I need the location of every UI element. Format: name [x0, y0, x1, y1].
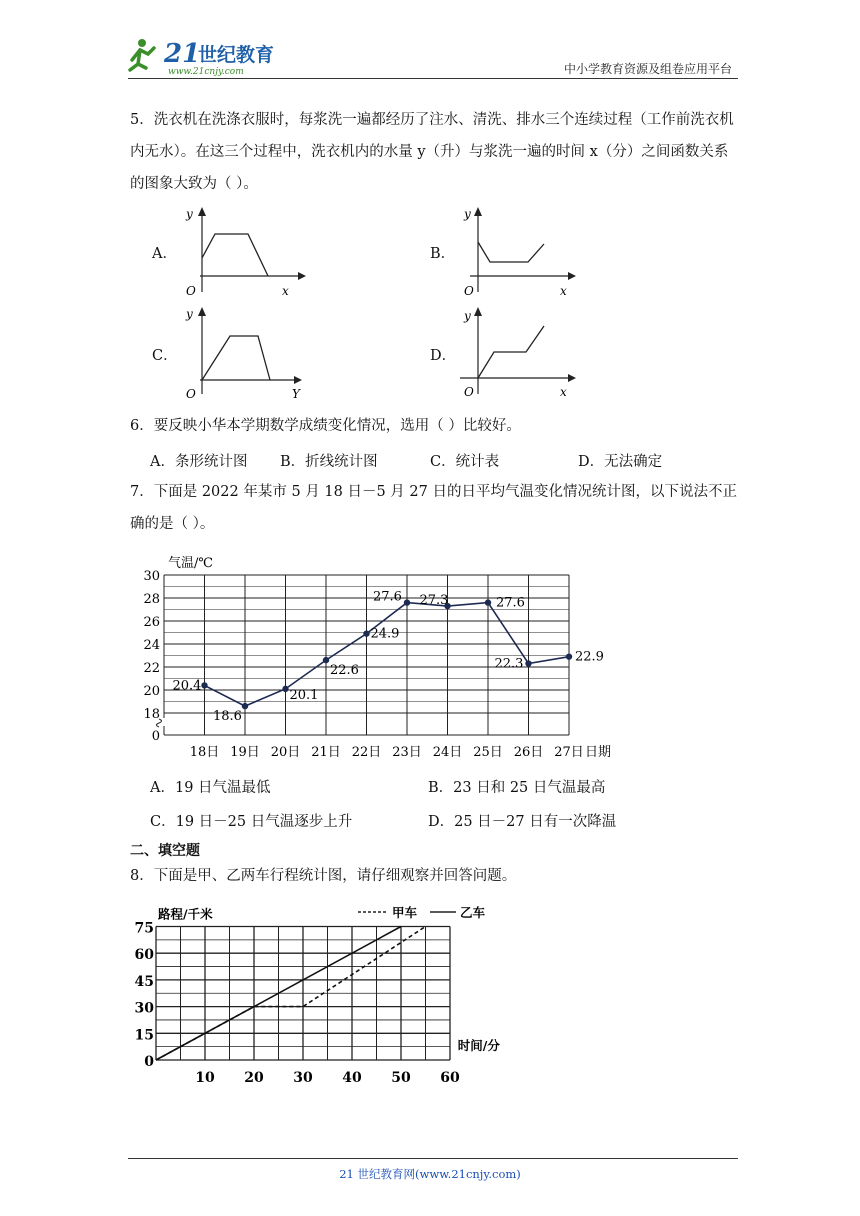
section-title: 二、填空题 [130, 843, 200, 859]
y-tick-label: 15 [134, 1027, 154, 1044]
data-label: 20.1 [289, 687, 319, 703]
svg-text:x: x [282, 284, 289, 298]
y-tick-label: 30 [143, 569, 160, 584]
x-tick-label: 50 [391, 1070, 411, 1086]
y-axis-label: 气温/℃ [168, 556, 213, 571]
y-tick-label: 0 [151, 729, 160, 744]
q7-option-d: D．25 日－27 日有一次降温 [428, 814, 617, 830]
q6-option-a: A．条形统计图 [150, 454, 248, 470]
svg-text:Y: Y [292, 387, 300, 400]
x-tick-label: 26日 [513, 745, 544, 760]
brand-number: 21 [164, 39, 201, 69]
x-tick-label: 23日 [392, 745, 422, 760]
x-tick-label: 22日 [351, 745, 382, 760]
brand-text: 世纪教育 [198, 44, 275, 66]
data-point [485, 599, 491, 605]
y-tick-label: 45 [134, 973, 154, 990]
q7-option-b: B．23 日和 25 日气温最高 [428, 780, 606, 796]
q6-option-d: D．无法确定 [578, 454, 663, 470]
brand-logo [128, 34, 288, 78]
data-label: 22.9 [575, 649, 604, 665]
temperature-line-chart [130, 548, 650, 764]
q5-graph-b [450, 204, 590, 300]
svg-text:x: x [560, 284, 567, 298]
svg-text:O: O [464, 284, 474, 298]
data-label: 27.3 [419, 593, 449, 609]
data-point [404, 599, 410, 605]
y-tick-label: 20 [143, 684, 160, 699]
question-7-text: 7．下面是 2022 年某市 5 月 18 日－5 月 27 日的日平均气温变化情况统计图，以下说法不正确的是（ ）。 [130, 484, 737, 532]
x-tick-label: 21日 [311, 745, 341, 760]
data-point [323, 657, 329, 663]
data-label: 18.6 [213, 709, 242, 725]
runner-icon [130, 39, 154, 70]
q6-option-b: B．折线统计图 [280, 454, 378, 470]
legend-label-yi: 乙车 [460, 905, 486, 920]
x-tick-label: 19日 [230, 745, 260, 760]
x-tick-label: 24日 [432, 745, 463, 760]
q5-option-d-label: D． [430, 348, 457, 364]
svg-text:x: x [560, 385, 567, 399]
svg-text:O: O [464, 385, 474, 399]
x-tick-label: 40 [342, 1070, 362, 1086]
y-tick-label: 26 [143, 615, 160, 630]
q5-graph-d [450, 304, 590, 400]
question-5-text: 5．洗衣机在洗涤衣服时，每浆洗一遍都经历了注水、清洗、排水三个连续过程（工作前洗衣机内无水）。在这三个过程中，洗衣机内的水量 y（升）与浆洗一遍的时间 x（分）之间函数关系的图象大致为（ ）。 [130, 112, 734, 192]
y-tick-label: 60 [134, 947, 154, 964]
q5-graph-a [170, 204, 310, 300]
q5-graph-c [170, 304, 310, 400]
q7-option-c: C．19 日－25 日气温逐步上升 [150, 814, 353, 830]
q7-option-a: A．19 日气温最低 [150, 780, 271, 796]
q5-option-b-label: B． [430, 246, 456, 262]
svg-text:O: O [186, 387, 196, 400]
distance-line-chart [130, 902, 510, 1088]
svg-text:O: O [186, 284, 196, 298]
data-label: 22.3 [494, 656, 524, 672]
data-point [201, 682, 207, 688]
x-tick-label: 10 [195, 1070, 215, 1086]
svg-text:y: y [464, 207, 471, 221]
q5-option-c-label: C． [152, 348, 178, 364]
x-tick-label: 27日 [554, 745, 584, 760]
data-point [242, 703, 248, 709]
data-point [566, 653, 572, 659]
y-tick-label: 22 [143, 661, 160, 676]
x-tick-label: 18日 [189, 745, 220, 760]
data-point [363, 630, 369, 636]
x-tick-label: 20 [244, 1070, 264, 1086]
footer-divider [128, 1158, 738, 1159]
question-6-text: 6．要反映小华本学期数学成绩变化情况，选用（ ）比较好。 [130, 418, 521, 434]
x-tick-label: 60 [440, 1070, 460, 1086]
question-8-text: 8．下面是甲、乙两车行程统计图，请仔细观察并回答问题。 [130, 868, 517, 884]
x-axis-label: 时间/分 [457, 1038, 500, 1053]
y-tick-label: 0 [144, 1054, 154, 1070]
data-point [282, 686, 288, 692]
x-tick-label: 30 [293, 1070, 313, 1086]
legend-label-jia: 甲车 [392, 905, 418, 920]
header-divider [128, 78, 738, 79]
temperature-series-line [205, 603, 570, 707]
svg-text:y: y [186, 207, 193, 221]
y-tick-label: 24 [143, 638, 160, 653]
y-tick-label: 28 [143, 592, 160, 607]
brand-url: www.21cnjy.com [168, 67, 244, 77]
data-label: 20.4 [172, 678, 202, 694]
header-right-text: 中小学教育资源及组卷应用平台 [563, 62, 732, 76]
x-tick-label: 20日 [270, 745, 301, 760]
x-tick-label: 25日 [473, 745, 503, 760]
y-tick-label: 75 [134, 920, 154, 937]
y-tick-label: 18 [143, 707, 160, 722]
data-label: 27.6 [373, 589, 402, 605]
y-tick-label: 30 [134, 1000, 154, 1017]
q5-option-a-label: A． [152, 246, 177, 262]
svg-text:y: y [464, 309, 471, 323]
data-label: 22.6 [330, 663, 359, 679]
data-point [525, 660, 531, 666]
svg-text:y: y [186, 307, 193, 321]
y-axis-label: 路程/千米 [158, 906, 213, 922]
q6-option-c: C．统计表 [430, 454, 500, 470]
x-axis-label: 日期 [585, 745, 612, 760]
data-label: 27.6 [496, 595, 525, 611]
data-label: 24.9 [370, 626, 400, 642]
footer-text: 21 世纪教育网(www.21cnjy.com) [339, 1167, 521, 1181]
